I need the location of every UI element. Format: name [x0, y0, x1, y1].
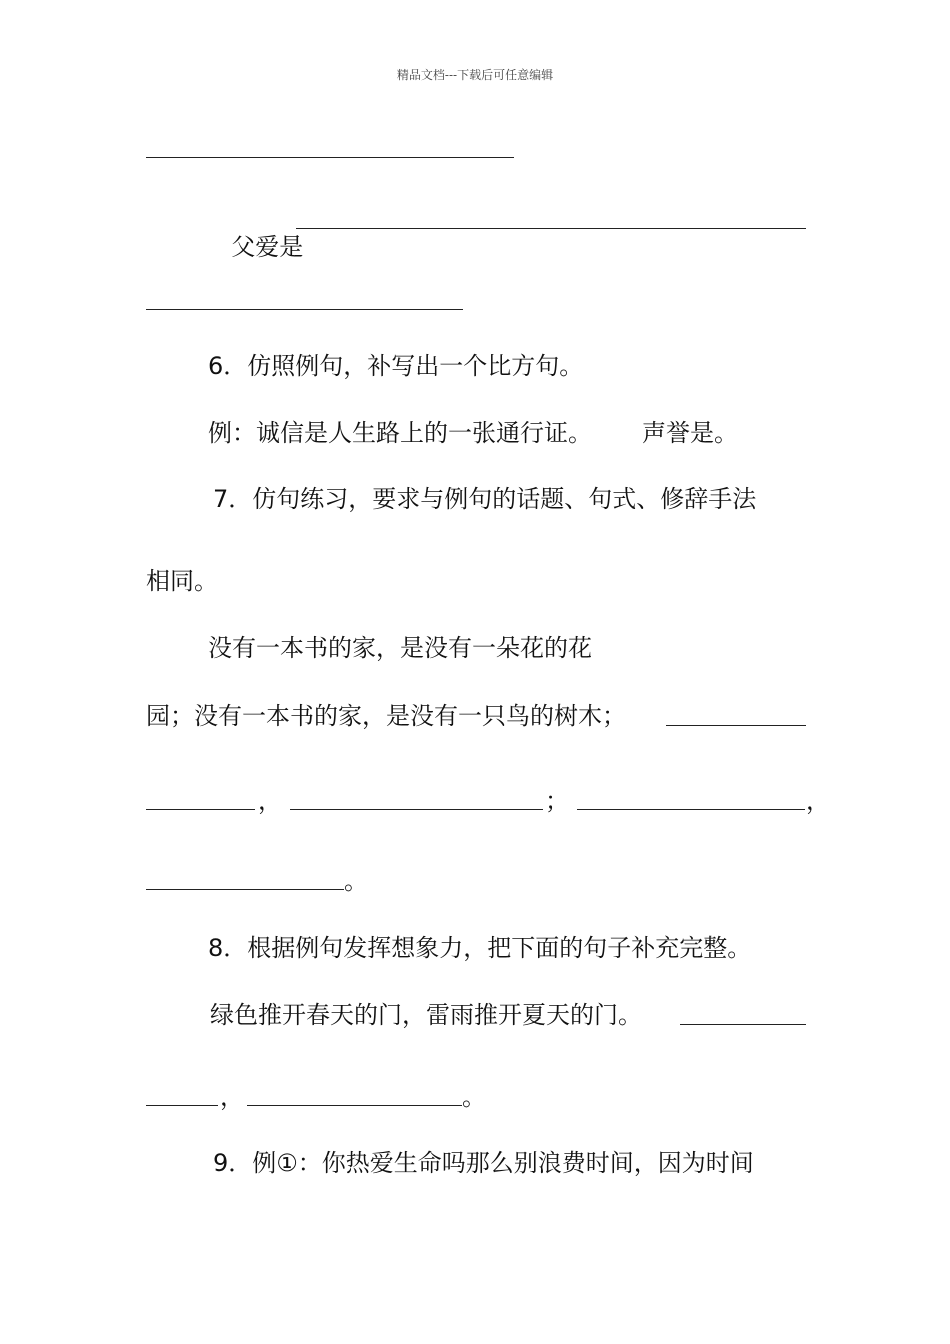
- question-7-example-line-2: 园；没有一本书的家，是没有一只鸟的树木；: [146, 702, 626, 730]
- answer-blank: [146, 809, 255, 810]
- period: 。: [462, 1083, 486, 1111]
- father-love-line: [216, 202, 303, 262]
- comma: ，: [220, 1083, 244, 1111]
- question-6-prompt: 声誉是。: [642, 419, 738, 447]
- period: 。: [344, 867, 368, 895]
- question-7-example-line-1: 没有一本书的家，是没有一朵花的花: [208, 634, 592, 662]
- answer-blank: [247, 1105, 462, 1106]
- question-6-example: 例：诚信是人生路上的一张通行证。: [208, 419, 592, 447]
- question-7-line-1: 7．仿句练习，要求与例句的话题、句式、修辞手法: [213, 485, 757, 513]
- answer-blank: [146, 157, 514, 158]
- question-8: 8．根据例句发挥想象力，把下面的句子补充完整。: [208, 934, 752, 962]
- answer-blank: [146, 1105, 218, 1106]
- answer-blank: [296, 228, 806, 229]
- semicolon: ；: [545, 787, 569, 815]
- answer-blank: [146, 309, 463, 310]
- answer-blank: [666, 725, 806, 726]
- answer-blank: [290, 809, 543, 810]
- answer-blank: [577, 809, 805, 810]
- question-8-example: 绿色推开春天的门，雷雨推开夏天的门。: [210, 1001, 642, 1029]
- father-love-prefix: 父爱是: [231, 233, 304, 261]
- comma: ，: [258, 787, 282, 815]
- question-9-line-1: 9．例①：你热爱生命吗那么别浪费时间，因为时间: [213, 1149, 754, 1177]
- answer-blank: [146, 889, 344, 890]
- answer-blank: [680, 1024, 806, 1025]
- page-header: 精品文档---下载后可任意编辑: [396, 68, 554, 82]
- question-7-line-2: 相同。: [146, 567, 218, 595]
- comma: ，: [806, 787, 830, 815]
- question-6: 6．仿照例句，补写出一个比方句。: [208, 352, 584, 380]
